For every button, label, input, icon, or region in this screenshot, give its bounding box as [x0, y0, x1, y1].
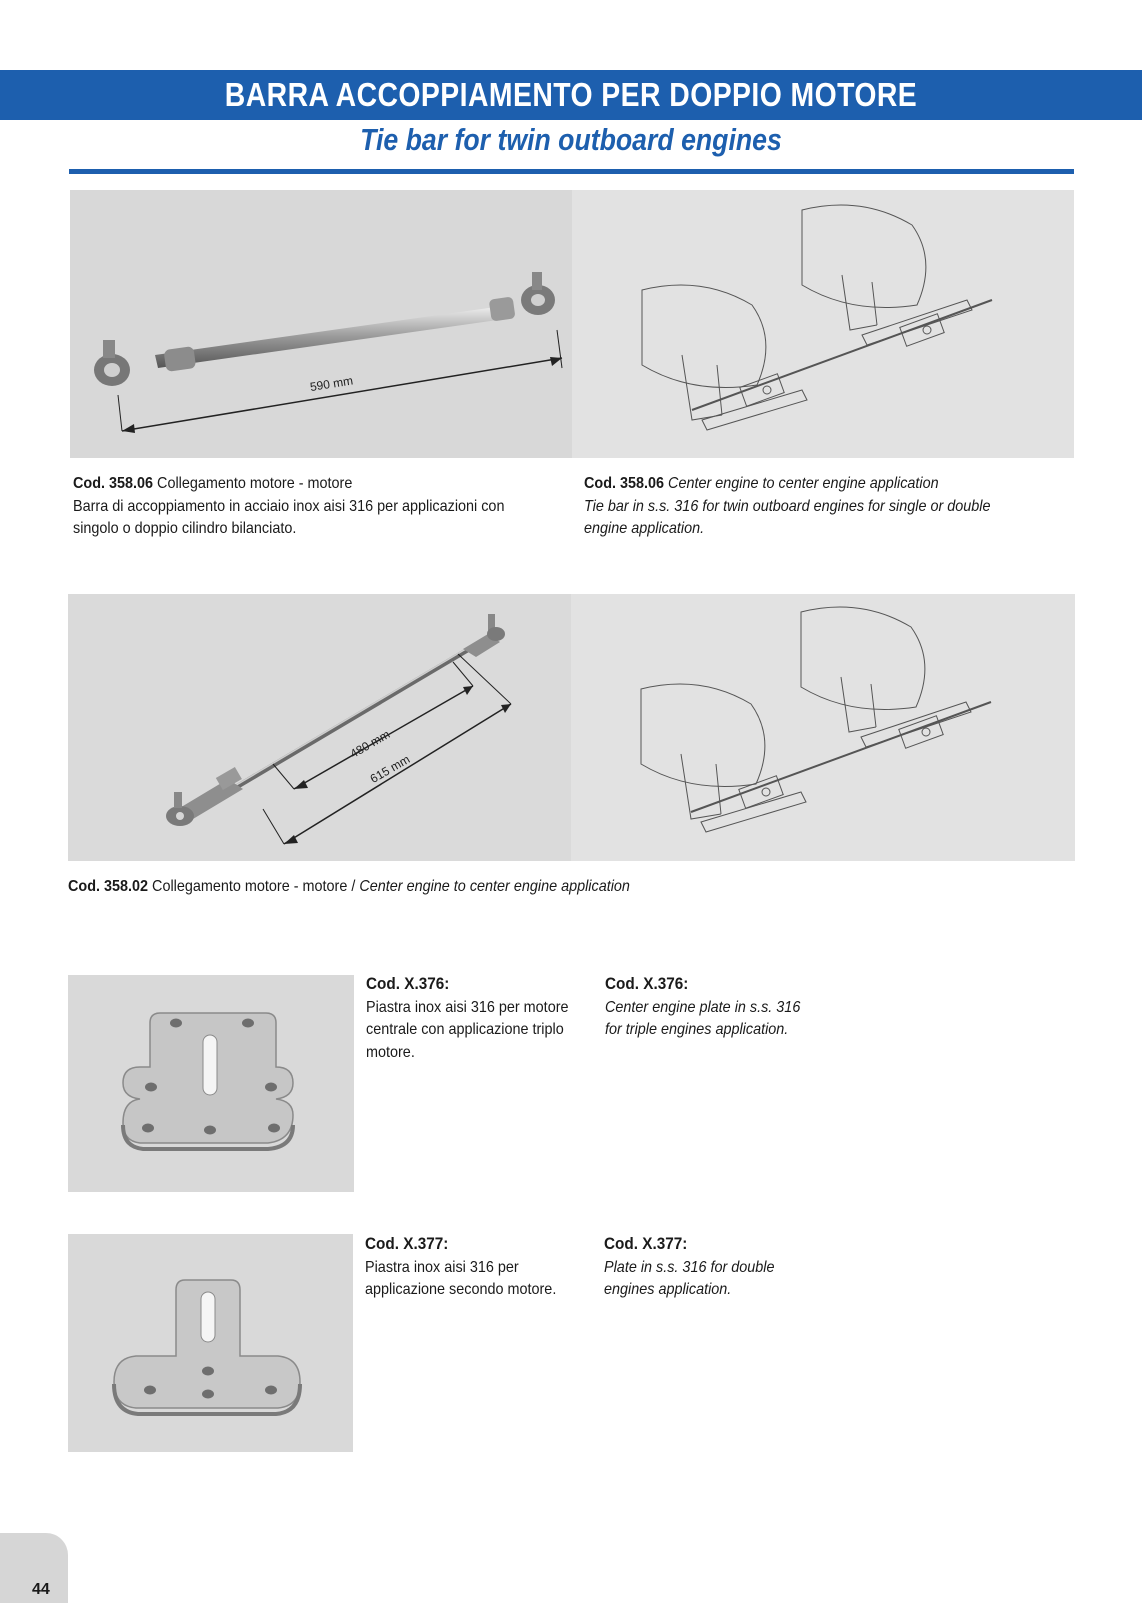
it-title: Collegamento motore - motore / — [152, 878, 356, 895]
dimension-590-label: 590 mm — [308, 373, 355, 395]
page-subtitle: Tie bar for twin outboard engines — [360, 122, 782, 157]
it-title: Collegamento motore - motore — [157, 475, 353, 492]
product-code: Cod. 358.06 — [73, 475, 154, 492]
product-code: Cod. X.377: — [365, 1234, 449, 1253]
en-line-1: Center engine plate in s.s. 316 — [605, 998, 801, 1016]
product-358-06-en — [584, 473, 991, 541]
en-line-1: Plate in s.s. 316 for double — [604, 1258, 775, 1276]
product-x376-it — [366, 973, 569, 1064]
product-x377-it — [365, 1233, 556, 1302]
en-title: Center engine to center engine application — [668, 475, 939, 492]
en-desc-line-1: Tie bar in s.s. 316 for twin outboard engines for single or double — [584, 497, 991, 515]
photo-plate-x376 — [68, 975, 354, 1192]
it-desc-line-1: Barra di accoppiamento in acciaio inox aisi 316 per applicazioni con — [73, 497, 505, 515]
photo-plate-x377 — [68, 1234, 353, 1452]
page-number: 44 — [32, 1581, 50, 1598]
dimension-480-label: 480 mm — [347, 727, 393, 761]
product-358-06-it — [73, 473, 504, 541]
product-358-02-caption — [68, 876, 630, 899]
product-code: Cod. X.376: — [605, 974, 689, 993]
page-title: BARRA ACCOPPIAMENTO PER DOPPIO MOTORE — [224, 76, 918, 113]
drawing-twin-engines-1 — [572, 190, 1074, 458]
it-line-1: Piastra inox aisi 316 per motore — [366, 998, 569, 1016]
product-code: Cod. 358.06 — [584, 475, 665, 492]
en-line-2: engines application. — [604, 1281, 732, 1298]
drawing-twin-engines-2 — [571, 594, 1075, 861]
it-line-2: applicazione secondo motore. — [365, 1281, 557, 1298]
product-x377-en — [604, 1233, 775, 1302]
product-x376-en — [605, 973, 800, 1042]
it-line-2: centrale con applicazione triplo — [366, 1021, 564, 1038]
it-line-1: Piastra inox aisi 316 per — [365, 1258, 519, 1276]
photo-tie-bar-358-02 — [68, 594, 571, 861]
product-code: Cod. X.376: — [366, 974, 450, 993]
en-line-2: for triple engines application. — [605, 1021, 789, 1038]
product-code: Cod. X.377: — [604, 1234, 688, 1253]
it-desc-line-2: singolo o doppio cilindro bilanciato. — [73, 520, 297, 537]
dimension-615-label: 615 mm — [367, 752, 413, 786]
it-line-3: motore. — [366, 1043, 415, 1061]
en-desc-line-2: engine application. — [584, 520, 705, 537]
en-title: Center engine to center engine application — [359, 878, 630, 895]
photo-tie-bar-358-06 — [70, 190, 572, 458]
header-rule — [69, 169, 1074, 174]
product-code: Cod. 358.02 — [68, 878, 149, 895]
